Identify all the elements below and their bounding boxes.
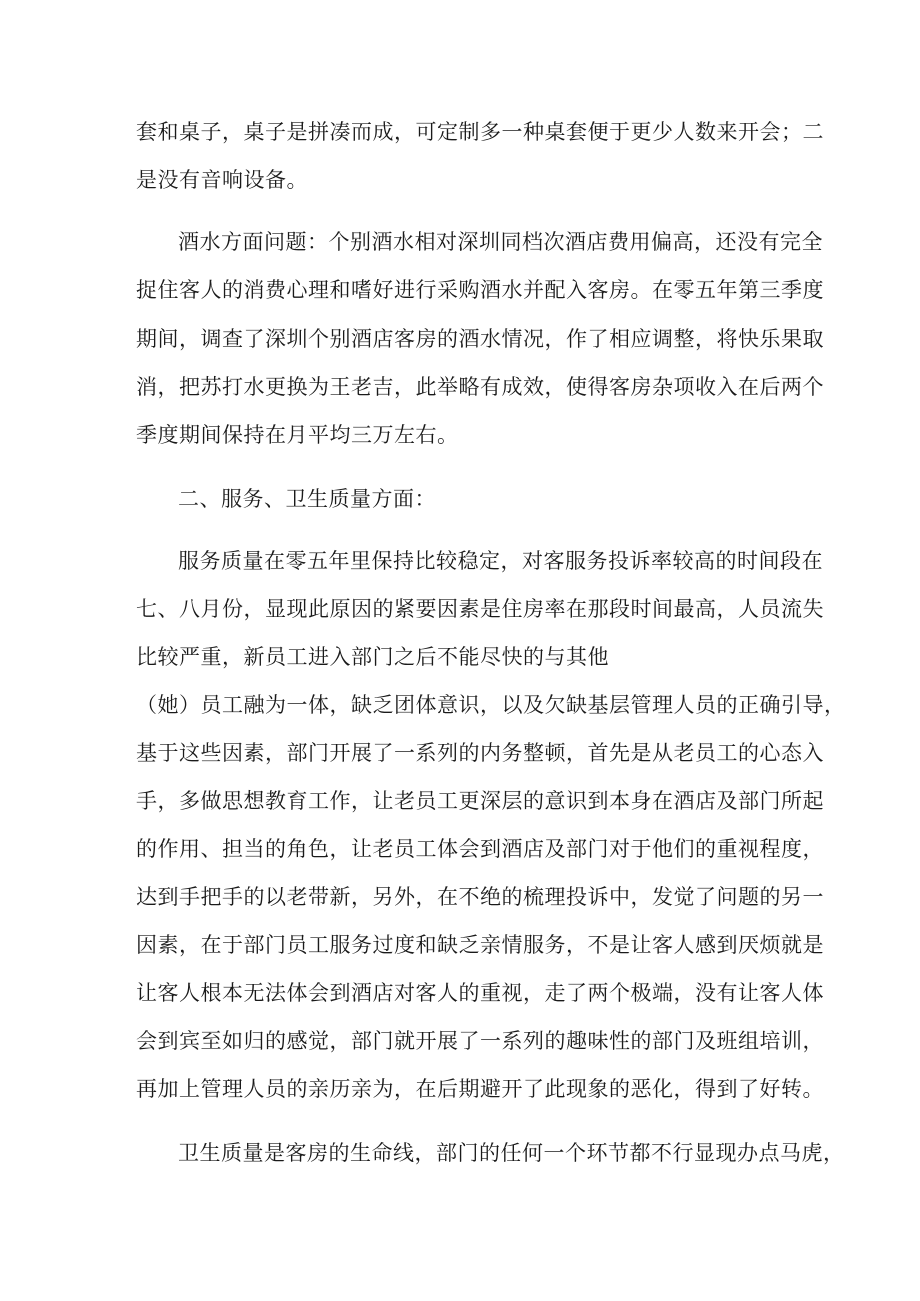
paragraph-4-line-5: 基于这些因素，部门开展了一系列的内务整顿，首先是从老员工的心态入 — [136, 741, 824, 765]
paragraph-2-line-2: 捉住客人的消费心理和嗜好进行采购酒水并配入客房。在零五年第三季度 — [136, 278, 824, 302]
paragraph-1-line-2: 是没有音响设备。 — [136, 168, 308, 192]
paragraph-4-line-9: 因素，在于部门员工服务过度和缺乏亲情服务，不是让客人感到厌烦就是 — [136, 933, 824, 957]
paragraph-2-line-1: 酒水方面问题：个别酒水相对深圳同档次酒店费用偏高，还没有完全 — [178, 230, 823, 254]
paragraph-4-line-12: 再加上管理人员的亲历亲为，在后期避开了此现象的恶化，得到了好转。 — [136, 1077, 824, 1101]
paragraph-4-line-4: （她）员工融为一体，缺乏团体意识，以及欠缺基层管理人员的正确引导， — [136, 693, 846, 717]
paragraph-4-line-3: 比较严重，新员工进入部门之后不能尽快的与其他 — [136, 645, 609, 669]
paragraph-2-line-4: 消，把苏打水更换为王老吉，此举略有成效，使得客房杂项收入在后两个 — [136, 375, 824, 399]
paragraph-2-line-3: 期间，调查了深圳个别酒店客房的酒水情况，作了相应调整，将快乐果取 — [136, 327, 824, 351]
paragraph-4-line-7: 的作用、担当的角色，让老员工体会到酒店及部门对于他们的重视程度， — [136, 837, 824, 861]
paragraph-4-line-1: 服务质量在零五年里保持比较稳定，对客服务投诉率较高的时间段在 — [178, 549, 823, 573]
paragraph-2-line-5: 季度期间保持在月平均三万左右。 — [136, 423, 459, 447]
paragraph-4-line-2: 七、八月份，显现此原因的紧要因素是住房率在那段时间最高，人员流失 — [136, 597, 824, 621]
paragraph-1-line-1: 套和桌子，桌子是拼凑而成，可定制多一种桌套便于更少人数来开会；二 — [136, 120, 824, 144]
section-heading: 二、服务、卫生质量方面： — [178, 487, 436, 511]
paragraph-5-line-1: 卫生质量是客房的生命线，部门的任何一个环节都不行显现办点马虎， — [178, 1141, 845, 1165]
paragraph-4-line-8: 达到手把手的以老带新，另外，在不绝的梳理投诉中，发觉了问题的另一 — [136, 885, 824, 909]
paragraph-4-line-6: 手，多做思想教育工作，让老员工更深层的意识到本身在酒店及部门所起 — [136, 789, 824, 813]
paragraph-4-line-10: 让客人根本无法体会到酒店对客人的重视，走了两个极端，没有让客人体 — [136, 981, 824, 1005]
paragraph-4-line-11: 会到宾至如归的感觉，部门就开展了一系列的趣味性的部门及班组培训， — [136, 1029, 824, 1053]
